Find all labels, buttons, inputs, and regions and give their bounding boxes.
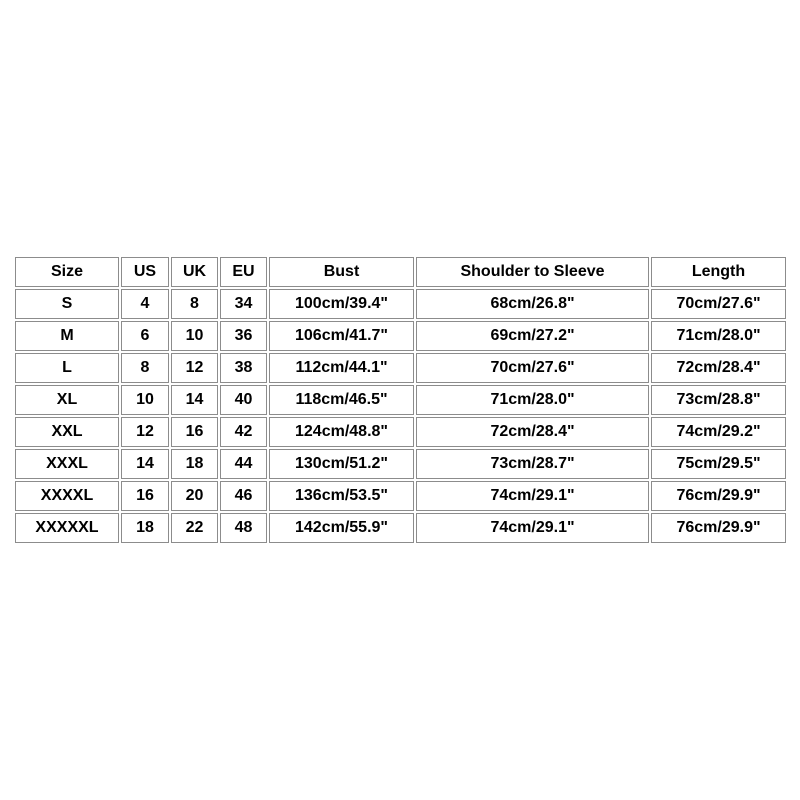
table-cell: 12: [121, 417, 169, 447]
table-cell: M: [15, 321, 119, 351]
table-cell: 36: [220, 321, 267, 351]
table-row: [15, 289, 786, 319]
table-cell: 6: [121, 321, 169, 351]
table-cell: 44: [220, 449, 267, 479]
table-row: [15, 353, 786, 383]
table-cell: 40: [220, 385, 267, 415]
table-cell: 20: [171, 481, 218, 511]
table-cell: 12: [171, 353, 218, 383]
header-cell: US: [121, 257, 169, 287]
table-row: [15, 513, 786, 543]
table-cell: 136cm/53.5": [269, 481, 414, 511]
table-cell: L: [15, 353, 119, 383]
size-chart-table: [13, 255, 788, 545]
table-cell: 4: [121, 289, 169, 319]
table-cell: XXXL: [15, 449, 119, 479]
header-cell: Length: [651, 257, 786, 287]
table-cell: 10: [121, 385, 169, 415]
table-cell: 38: [220, 353, 267, 383]
table-cell: 10: [171, 321, 218, 351]
header-cell: Size: [15, 257, 119, 287]
table-cell: 8: [171, 289, 218, 319]
table-cell: 118cm/46.5": [269, 385, 414, 415]
table-cell: 14: [171, 385, 218, 415]
table-cell: 22: [171, 513, 218, 543]
table-cell: 42: [220, 417, 267, 447]
table-cell: 106cm/41.7": [269, 321, 414, 351]
size-chart-body: [15, 289, 786, 543]
table-cell: 14: [121, 449, 169, 479]
table-cell: 71cm/28.0": [651, 321, 786, 351]
table-cell: XL: [15, 385, 119, 415]
table-cell: 74cm/29.1": [416, 481, 649, 511]
table-cell: 124cm/48.8": [269, 417, 414, 447]
header-row: [15, 257, 786, 287]
table-cell: 100cm/39.4": [269, 289, 414, 319]
table-cell: 74cm/29.1": [416, 513, 649, 543]
table-cell: 8: [121, 353, 169, 383]
table-cell: 75cm/29.5": [651, 449, 786, 479]
table-cell: 16: [171, 417, 218, 447]
table-cell: 73cm/28.7": [416, 449, 649, 479]
table-cell: S: [15, 289, 119, 319]
table-cell: 70cm/27.6": [416, 353, 649, 383]
table-cell: 76cm/29.9": [651, 513, 786, 543]
table-cell: 142cm/55.9": [269, 513, 414, 543]
table-cell: 18: [171, 449, 218, 479]
table-cell: 68cm/26.8": [416, 289, 649, 319]
table-cell: 72cm/28.4": [651, 353, 786, 383]
table-row: [15, 321, 786, 351]
table-cell: 48: [220, 513, 267, 543]
table-cell: 18: [121, 513, 169, 543]
table-row: [15, 481, 786, 511]
table-cell: 71cm/28.0": [416, 385, 649, 415]
header-cell: UK: [171, 257, 218, 287]
header-cell: EU: [220, 257, 267, 287]
table-cell: 112cm/44.1": [269, 353, 414, 383]
table-cell: 74cm/29.2": [651, 417, 786, 447]
table-cell: 130cm/51.2": [269, 449, 414, 479]
table-cell: 16: [121, 481, 169, 511]
table-cell: XXL: [15, 417, 119, 447]
header-cell: Bust: [269, 257, 414, 287]
table-cell: 46: [220, 481, 267, 511]
table-cell: 70cm/27.6": [651, 289, 786, 319]
table-cell: 69cm/27.2": [416, 321, 649, 351]
table-row: [15, 385, 786, 415]
table-cell: 72cm/28.4": [416, 417, 649, 447]
table-cell: XXXXL: [15, 481, 119, 511]
table-cell: 73cm/28.8": [651, 385, 786, 415]
table-row: [15, 449, 786, 479]
table-row: [15, 417, 786, 447]
table-cell: 76cm/29.9": [651, 481, 786, 511]
table-cell: 34: [220, 289, 267, 319]
table-cell: XXXXXL: [15, 513, 119, 543]
header-cell: Shoulder to Sleeve: [416, 257, 649, 287]
